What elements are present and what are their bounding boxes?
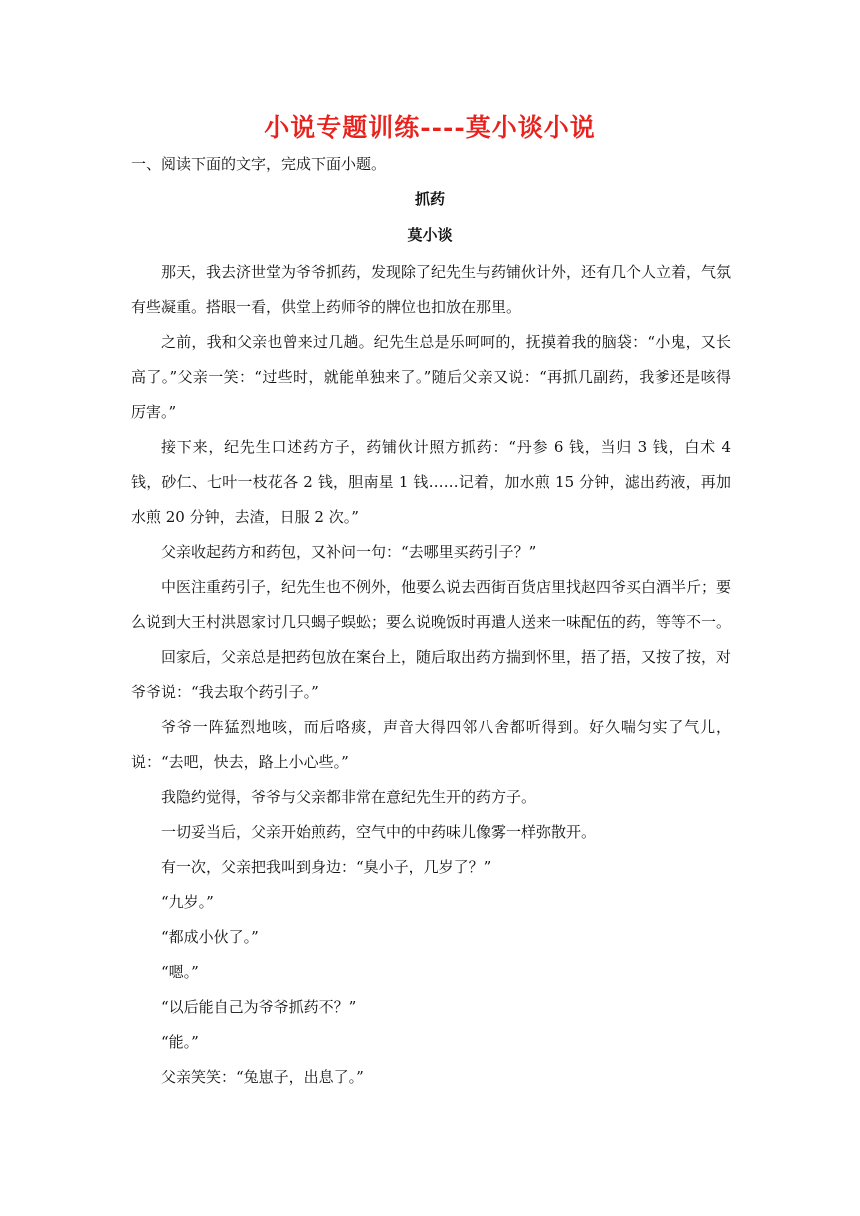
paragraph: “嗯。”	[161, 963, 199, 981]
paragraph: 回家后，父亲总是把药包放在案台上，随后取出药方揣到怀里，捂了捂，又按了按，对爷爷说：“我去取个药引子。”	[131, 648, 732, 701]
paragraph: 接下来，纪先生口述药方子，药铺伙计照方抓药：“丹参 6 钱，当归 3 钱，白术 4 钱，砂仁、七叶一枝花各 2 钱，胆南星 1 钱……记着，加水煎 15 分钟，滤出药液，再加水煎 20 分钟，去渣，日服 2 次。”	[131, 438, 731, 526]
paragraph: 父亲收起药方和药包，又补问一句：“去哪里买药引子？”	[161, 543, 537, 561]
paragraph: 一切妥当后，父亲开始煎药，空气中的中药味儿像雾一样弥散开。	[161, 823, 597, 841]
paragraph: “九岁。”	[161, 893, 214, 911]
paragraph: 爷爷一阵猛烈地咳，而后咯痰，声音大得四邻八舍都听得到。好久喘匀实了气儿，说：“去吧，快去，路上小心些。”	[131, 718, 731, 771]
paragraph: 之前，我和父亲也曾来过几趟。纪先生总是乐呵呵的，抚摸着我的脑袋：“小鬼，又长高了。”父亲一笑：“过些时，就能单独来了。”随后父亲又说：“再抓几副药，我爹还是咳得厉害。”	[131, 333, 731, 421]
story-title: 抓药	[414, 190, 445, 208]
paragraph: “都成小伙了。”	[161, 928, 259, 946]
paragraph: “以后能自己为爷爷抓药不？”	[161, 998, 357, 1016]
paragraph: “能。”	[161, 1033, 199, 1051]
document-title: 小说专题训练----莫小谈小说	[264, 113, 596, 142]
paragraph: 我隐约觉得，爷爷与父亲都非常在意纪先生开的药方子。	[161, 788, 537, 806]
paragraph: 那天，我去济世堂为爷爷抓药，发现除了纪先生与药铺伙计外，还有几个人立着，气氛有些凝重。搭眼一看，供堂上药师爷的牌位也扣放在那里。	[131, 263, 732, 316]
story-body	[131, 255, 731, 1095]
story-author: 莫小谈	[407, 226, 453, 244]
paragraph: 有一次，父亲把我叫到身边：“臭小子，几岁了？”	[161, 858, 492, 876]
paragraph: 父亲笑笑：“兔崽子，出息了。”	[161, 1068, 364, 1086]
section-instruction: 一、阅读下面的文字，完成下面小题。	[131, 155, 387, 173]
paragraph: 中医注重药引子，纪先生也不例外，他要么说去西街百货店里找赵四爷买白酒半斤；要么说到大王村洪恩家讨几只蝎子蜈蚣；要么说晚饭时再遣人送来一味配伍的药，等等不一。	[131, 578, 732, 631]
